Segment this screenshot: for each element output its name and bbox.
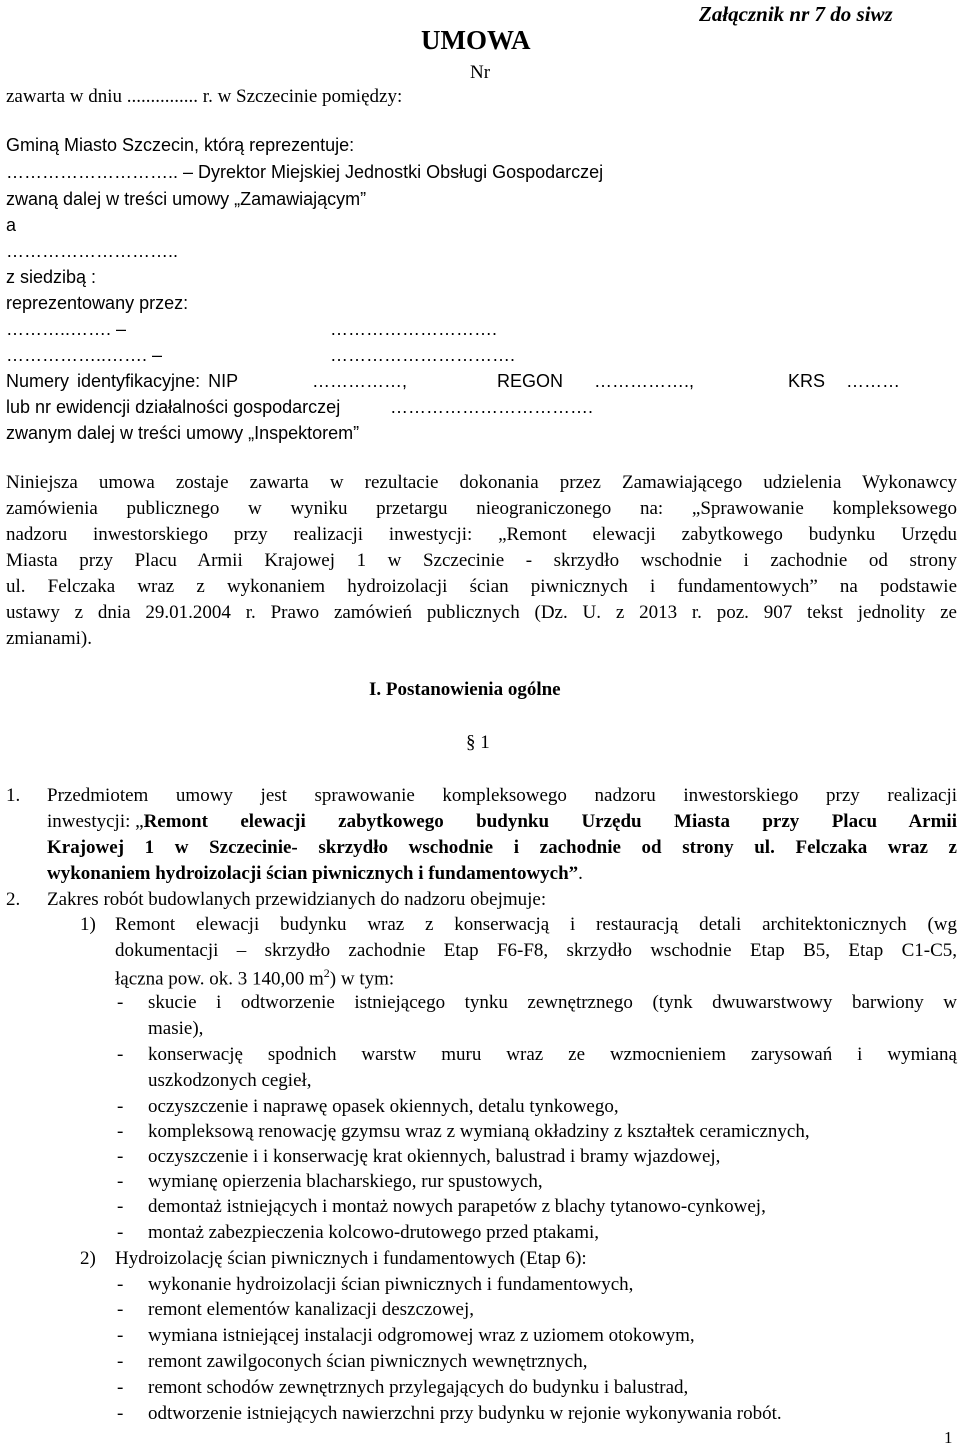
dash-2-1: - (117, 1274, 124, 1295)
document-title: UMOWA (421, 25, 531, 55)
paragraph-sign: § 1 (466, 732, 490, 753)
representative-1-name: ………..……. – (6, 319, 127, 339)
dash-1-6: - (117, 1171, 124, 1192)
representative-2-name: ……………..……. – (6, 345, 163, 365)
representative-1-role: ………………………. (330, 319, 498, 339)
dash-1-5: - (117, 1146, 124, 1167)
dash-1-1: - (117, 992, 124, 1013)
party-inspektor: zwanym dalej w treści umowy „Inspektorem” (6, 423, 360, 443)
clause-1-line-2-prefix: inwestycji: „ (47, 811, 144, 832)
clause-1-line-4-bold: wykonaniem hydroizolacji ścian piwnicznych i fundamentowych” (47, 863, 579, 884)
dash-1-2: - (117, 1044, 124, 1065)
dash-2-2: - (117, 1299, 124, 1320)
krs-value: ……… (846, 371, 900, 391)
item-1-line-3-a: łączna pow. ok. 3 140,00 m (115, 968, 324, 990)
party-director: ……………………….. – Dyrektor Miejskiej Jednostki Obsługi Gospodarczej (6, 162, 604, 182)
ewidencja-value: ……………………………. (390, 397, 594, 417)
ids-label: Numery identyfikacyjne: NIP (6, 371, 239, 391)
krs-label: KRS (788, 371, 826, 391)
item-1-bullet-8: montaż zabezpieczenia kolcowo-drutowego przed ptakami, (148, 1222, 600, 1243)
dash-2-6: - (117, 1403, 124, 1424)
ewidencja-label: lub nr ewidencji działalności gospodarczej (6, 397, 341, 417)
intro-line-2: zamówienia publicznego w wyniku przetargu nieograniczonego na: „Sprawowanie kompleksowego (6, 498, 957, 519)
representative-2-role: …………………………. (330, 345, 516, 365)
party-gmina: Gminą Miasto Szczecin, którą reprezentuje: (6, 135, 355, 155)
dash-2-4: - (117, 1351, 124, 1372)
intro-line-1: Niniejsza umowa zostaje zawarta w rezultacie dokonania przez Zamawiającego udzielenia Wykonawcy (6, 472, 957, 493)
item-1-bullet-6: wymianę opierzenia blacharskiego, rur spustowych, (148, 1171, 543, 1192)
clause-1-line-2-bold: Remont elewacji zabytkowego budynku Urzędu Miasta przy Placu Armii (143, 811, 957, 832)
item-1-bullet-3: oczyszczenie i naprawę opasek okiennych, detalu tynkowego, (148, 1096, 619, 1117)
section-heading: I. Postanowienia ogólne (369, 679, 561, 700)
item-2-bullet-2: remont elementów kanalizacji deszczowej, (148, 1299, 475, 1320)
dash-1-3: - (117, 1096, 124, 1117)
intro-line-4: Miasta przy Placu Armii Krajowej 1 w Szczecinie - skrzydło wschodnie i zachodnie od strony (6, 550, 957, 571)
item-1-bullet-5: oczyszczenie i i konserwację krat okiennych, balustrad i bramy wjazdowej, (148, 1146, 721, 1167)
item-2-bullet-4: remont zawilgoconych ścian piwnicznych wewnętrznych, (148, 1351, 588, 1372)
page-number: 1 (944, 1428, 953, 1447)
item-1-line-3 (115, 966, 394, 990)
clause-1-number: 1. (6, 785, 21, 806)
clause-2-text: Zakres robót budowlanych przewidzianych do nadzoru obejmuje: (47, 889, 547, 910)
item-1-line-3-b: ) w tym: (329, 968, 395, 990)
dash-1-8: - (117, 1222, 124, 1243)
item-1-bullet-2-line-1: konserwację spodnich warstw muru wraz ze wzmocnieniem zarysowań i wymianą (148, 1044, 957, 1065)
dash-1-4: - (117, 1121, 124, 1142)
item-2-bullet-3: wymiana istniejącej instalacji odgromowej wraz z uziomem otokowym, (148, 1325, 695, 1346)
item-1-bullet-4: kompleksową renowację gzymsu wraz z wymianą okładziny z kształtek ceramicznych, (148, 1121, 810, 1142)
clause-1-line-3: Krajowej 1 w Szczecinie- skrzydło wschodnie i zachodnie od strony ul. Felczaka wraz z (47, 837, 957, 858)
clause-1-line-4 (47, 863, 583, 885)
concluded-line: zawarta w dniu ............... r. w Szczecinie pomiędzy: (6, 86, 403, 107)
dash-1-7: - (117, 1196, 124, 1217)
clause-2-number: 2. (6, 889, 21, 910)
clause-1-line-4-end: . (578, 863, 583, 884)
nip-value: ……………, (312, 371, 408, 391)
intro-line-7: zmianami). (6, 628, 92, 649)
party-dots: ……………………….. (6, 241, 179, 261)
item-2-bullet-5: remont schodów zewnętrznych przylegających do budynku i balustrad, (148, 1377, 689, 1398)
dash-2-5: - (117, 1377, 124, 1398)
item-1-bullet-7: demontaż istniejących i montaż nowych parapetów z blachy tytanowo-cynkowej, (148, 1196, 766, 1217)
regon-label: REGON (497, 371, 564, 391)
item-1-bullet-2-line-2: uszkodzonych cegieł, (148, 1070, 312, 1091)
attachment-label: Załącznik nr 7 do siwz (699, 2, 893, 26)
item-1-bullet-1-line-2: masie), (148, 1018, 204, 1039)
regon-value: ……………., (594, 371, 695, 391)
item-1-line-3-sup: 2 (323, 966, 330, 980)
intro-line-3: nadzoru inwestorskiego przy realizacji inwestycji: „Remont elewacji zabytkowego budynku Urzędu (6, 524, 957, 545)
item-1-number: 1) (80, 914, 96, 935)
intro-line-6: ustawy z dnia 29.01.2004 r. Prawo zamówień publicznych (Dz. U. z 2013 r. poz. 907 tekst jednolity ze (6, 602, 957, 623)
contract-number: Nr (470, 62, 491, 83)
item-2-bullet-6: odtworzenie istniejących nawierzchni przy budynku w rejonie wykonywania robót. (148, 1403, 782, 1424)
party-siedziba: z siedzibą : (6, 267, 97, 287)
clause-1-line-1: Przedmiotem umowy jest sprawowanie kompleksowego nadzoru inwestorskiego przy realizacji (47, 785, 957, 806)
item-2-number: 2) (80, 1248, 96, 1269)
item-2-bullet-1: wykonanie hydroizolacji ścian piwnicznych i fundamentowych, (148, 1274, 634, 1295)
dash-2-3: - (117, 1325, 124, 1346)
item-1-line-2: dokumentacji – skrzydło zachodnie Etap F6-F8, skrzydło wschodnie Etap B5, Etap C1-C5, (115, 940, 957, 961)
party-reprezentowany: reprezentowany przez: (6, 293, 189, 313)
party-zamawiajacy: zwaną dalej w treści umowy „Zamawiającym” (6, 189, 367, 209)
item-1-bullet-1-line-1: skucie i odtworzenie istniejącego tynku zewnętrznego (tynk dwuwarstwowy barwiony w (148, 992, 957, 1013)
item-1-line-1: Remont elewacji budynku wraz z konserwacją i restauracją detali architektonicznych (wg (115, 914, 957, 935)
clause-1-line-2 (47, 811, 957, 833)
item-2-text: Hydroizolację ścian piwnicznych i fundamentowych (Etap 6): (115, 1248, 587, 1269)
intro-line-5: ul. Felczaka wraz z wykonaniem hydroizolacji ścian piwnicznych i fundamentowych” na podstawie (6, 576, 957, 597)
party-a: a (6, 215, 17, 235)
